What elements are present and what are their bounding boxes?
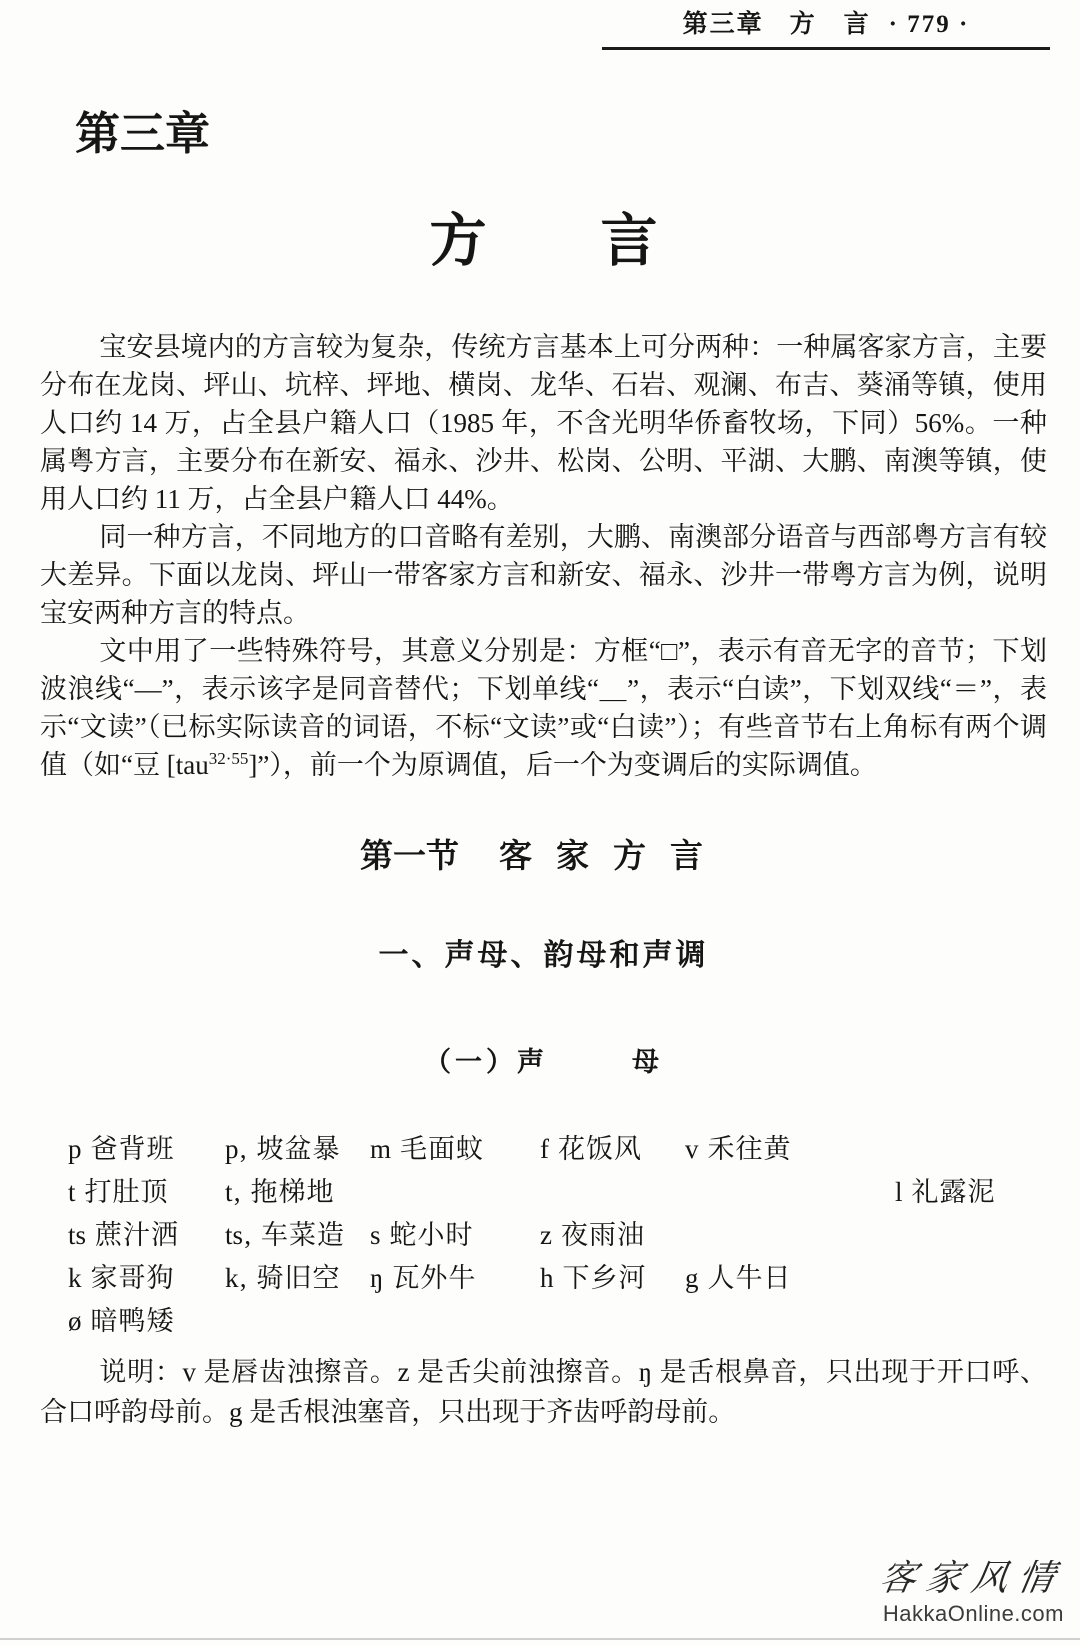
initial-symbol: v — [685, 1133, 699, 1164]
initial-cell — [225, 1170, 370, 1209]
initial-example-chars: 禾往黄 — [707, 1133, 792, 1164]
initials-row — [68, 1125, 1017, 1168]
running-head — [602, 4, 1050, 50]
initial-cell — [370, 1213, 540, 1252]
initial-symbol: l — [895, 1176, 903, 1207]
initial-example-chars: 夜雨油 — [560, 1219, 645, 1250]
initial-symbol: f — [540, 1133, 549, 1164]
initial-symbol: z — [540, 1219, 552, 1250]
initial-symbol: m — [370, 1133, 392, 1164]
intro-paragraph-3 — [40, 632, 1047, 784]
initial-cell — [685, 1127, 895, 1166]
initial-cell — [540, 1213, 685, 1252]
initial-symbol: ts‚ — [225, 1219, 252, 1250]
initial-cell — [540, 1256, 685, 1295]
initial-example-chars: 人牛日 — [707, 1262, 792, 1293]
initial-example-chars: 礼露泥 — [911, 1176, 996, 1207]
initial-example-chars: 瓦外牛 — [392, 1262, 477, 1293]
watermark-brand: 客家风情 — [876, 1558, 1068, 1599]
subsection-heading: 一、声母、韵母和声调 — [378, 938, 709, 972]
initial-example-chars: 暗鸭矮 — [90, 1305, 175, 1336]
initial-example-chars: 爸背班 — [90, 1133, 175, 1164]
initial-symbol: h — [540, 1262, 554, 1293]
initial-cell — [225, 1213, 370, 1252]
initials-row — [68, 1168, 1017, 1211]
initial-cell — [225, 1256, 370, 1295]
initial-symbol: k — [68, 1262, 82, 1293]
watermark — [876, 1558, 1068, 1627]
chapter-title: 方 言 — [429, 210, 658, 273]
initial-cell — [68, 1256, 225, 1295]
initial-example-chars: 蛇小时 — [389, 1219, 474, 1250]
initial-cell — [68, 1127, 225, 1166]
initial-cell — [895, 1170, 1017, 1209]
initial-cell — [540, 1127, 685, 1166]
subsubsection-right: 母 — [632, 1046, 663, 1077]
initial-cell — [370, 1127, 540, 1166]
section-title: 客家方言 — [499, 839, 727, 875]
initial-example-chars: 拖梯地 — [250, 1176, 335, 1207]
initial-symbol: ŋ — [370, 1262, 384, 1293]
initial-cell — [68, 1213, 225, 1252]
initial-symbol: g — [685, 1262, 699, 1293]
initial-symbol: t‚ — [225, 1176, 242, 1207]
initial-example-chars: 下乡河 — [562, 1262, 647, 1293]
initial-example-chars: 车菜造 — [261, 1219, 345, 1250]
section-number: 第一节 — [360, 839, 459, 875]
initial-example-chars: 毛面蚊 — [400, 1133, 485, 1164]
initial-example-chars: 花饭风 — [558, 1133, 642, 1164]
initial-symbol: p — [68, 1133, 82, 1164]
initial-symbol: t — [68, 1176, 76, 1207]
initial-symbol: s — [370, 1219, 381, 1250]
initials-row — [68, 1211, 1017, 1254]
watermark-site: HakkaOnline.com — [882, 1601, 1064, 1626]
notes-paragraph: 说明：v 是唇齿浊擦音。z 是舌尖前浊擦音。ŋ 是舌根鼻音，只出现于开口呼、合口呼韵母前。g 是舌根浊塞音，只出现于齐齿呼韵母前。 — [40, 1356, 1047, 1427]
intro-paragraph-2: 同一种方言，不同地方的口音略有差别，大鹏、南澳部分语音与西部粤方言有较大差异。下面以龙岗、坪山一带客家方言和新安、福永、沙井一带粤方言为例，说明宝安两种方言的特点。 — [40, 522, 1047, 628]
initial-cell — [370, 1256, 540, 1295]
initial-example-chars: 蔗汁洒 — [95, 1219, 180, 1250]
initial-cell — [68, 1299, 225, 1338]
initial-example-chars: 坡盆暴 — [256, 1133, 341, 1164]
running-head-title: 方 言 — [789, 11, 871, 38]
intro-paragraph-3-tail: ]”），前一个为原调值，后一个为变调后的实际调值。 — [248, 750, 877, 780]
initial-cell — [685, 1256, 895, 1295]
tone-value-superscript: 32·55 — [208, 749, 249, 768]
initial-symbol: ts — [68, 1219, 87, 1250]
page-bottom-edge — [0, 1638, 1080, 1640]
chapter-label: 第三章 — [75, 109, 211, 159]
subsubsection-heading — [40, 1040, 1047, 1079]
initial-symbol: p‚ — [225, 1133, 248, 1164]
initial-example-chars: 骑旧空 — [256, 1262, 341, 1293]
intro-paragraphs — [40, 328, 1047, 784]
initials-row — [68, 1254, 1017, 1297]
running-head-page-number: · 779 · — [888, 11, 970, 38]
initial-symbol: k‚ — [225, 1262, 248, 1293]
initial-example-chars: 家哥狗 — [90, 1262, 175, 1293]
initials-table — [68, 1125, 1017, 1340]
running-head-chapter: 第三章 — [682, 11, 764, 38]
initial-example-chars: 打肚顶 — [84, 1176, 169, 1207]
intro-paragraph-1: 宝安县境内的方言较为复杂，传统方言基本上可分两种：一种属客家方言，主要分布在龙岗、坪山、坑梓、坪地、横岗、龙华、石岩、观澜、布吉、葵涌等镇，使用人口约 14 万，占全县户籍人口（1985 年，不含光明华侨畜牧场，下同）56%。一种属粤方言，主要分布在新安、福永、沙井、松岗、公明、平湖、大鹏、南澳等镇，使用人口约 11 万，占全县户籍人口 44%。 — [40, 332, 1047, 514]
initial-cell — [225, 1127, 370, 1166]
initial-symbol: ø — [68, 1305, 82, 1336]
intro-paragraph-3-text: 文中用了一些特殊符号，其意义分别是：方框“□”，表示有音无字的音节；下划波浪线“—”，表示该字是同音替代；下划单线“＿”，表示“白读”，下划双线“＝”，表示“文读”（已标实际读音的词语，不标“文读”或“白读”）；有些音节右上角标有两个调值（如“豆 [tau — [40, 636, 1047, 780]
initials-row — [68, 1297, 1017, 1340]
subsubsection-left: （一）声 — [424, 1046, 548, 1077]
section-heading — [40, 838, 1047, 878]
initial-cell — [68, 1170, 225, 1209]
notes-block — [40, 1352, 1047, 1432]
